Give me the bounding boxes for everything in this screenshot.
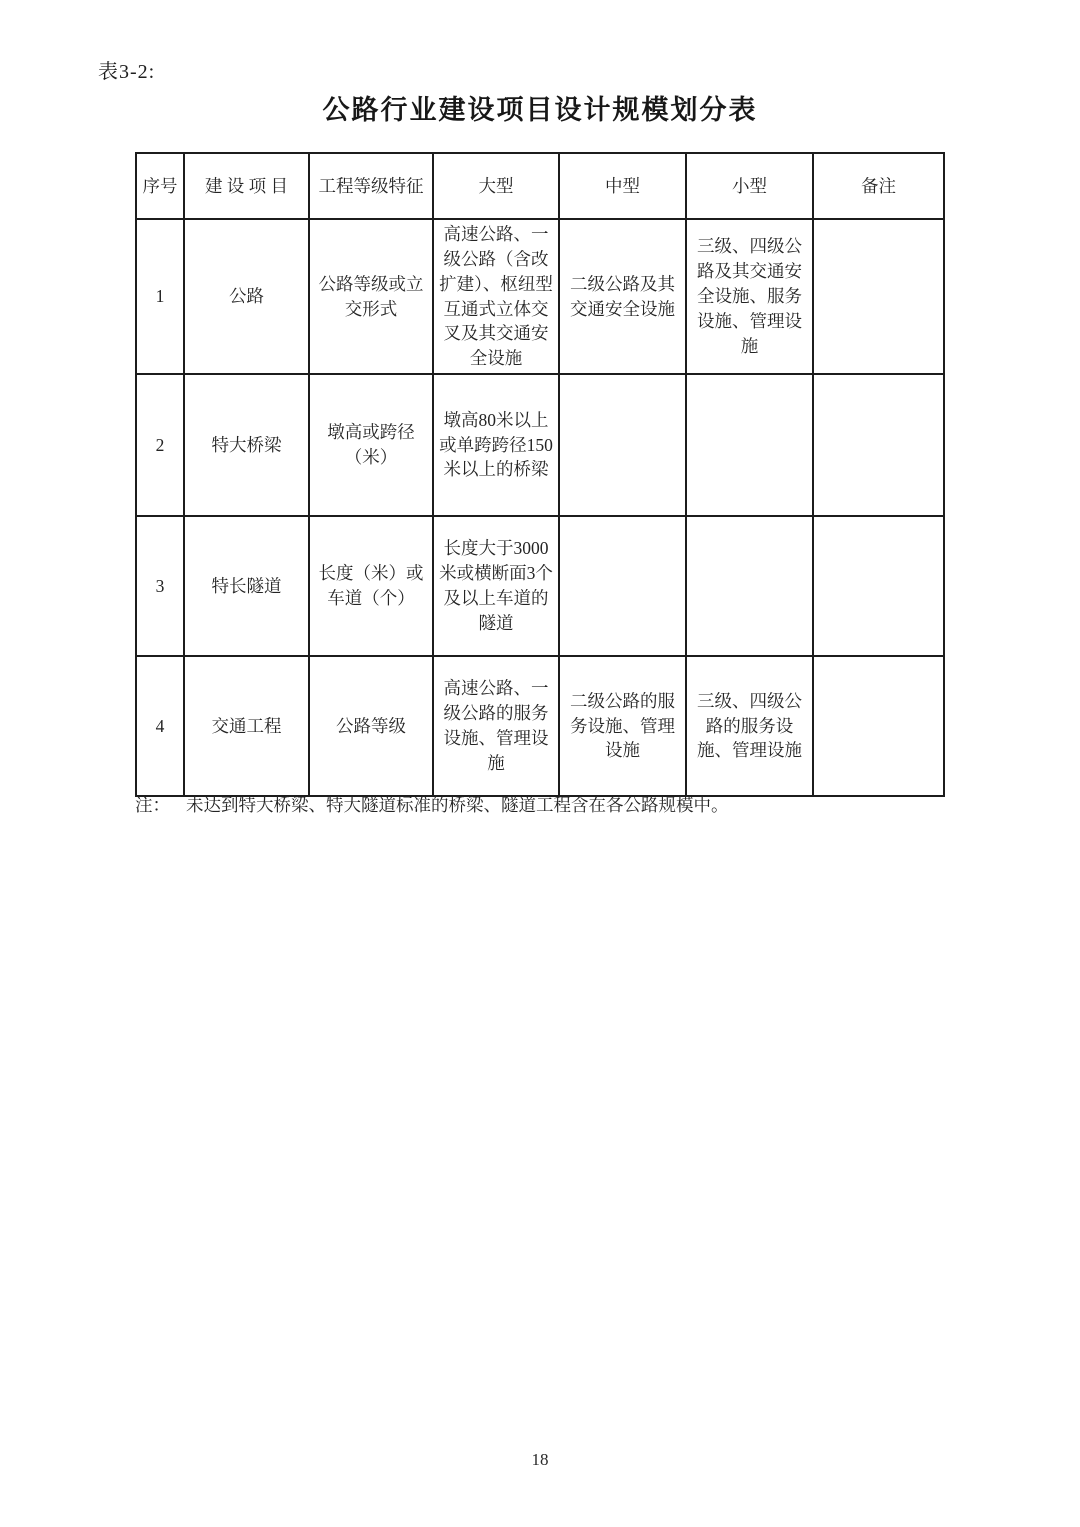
header-construction-project: 建 设 项 目 [184,153,309,219]
header-serial-number: 序号 [136,153,184,219]
table-header-row [136,153,944,219]
table-cell [813,516,944,656]
table-cell [559,374,686,516]
table-cell: 高速公路、一级公路的服务设施、管理设施 [433,656,559,796]
table-cell: 三级、四级公路的服务设施、管理设施 [686,656,813,796]
table-row [136,656,944,796]
header-small: 小型 [686,153,813,219]
table-cell: 高速公路、一级公路（含改扩建）、枢纽型互通式立体交叉及其交通安全设施 [433,219,559,374]
table-footnote [135,792,955,817]
table-cell: 长度（米）或车道（个） [309,516,433,656]
table-cell: 特长隧道 [184,516,309,656]
page-title: 公路行业建设项目设计规模划分表 [322,95,758,125]
table-number-label: 表3-2: [98,61,156,83]
table-cell [686,516,813,656]
header-large: 大型 [433,153,559,219]
table-cell: 1 [136,219,184,374]
table-cell: 交通工程 [184,656,309,796]
table-cell [813,219,944,374]
table-cell [686,374,813,516]
table-cell [813,374,944,516]
table-row [136,374,944,516]
design-scale-table [135,152,945,797]
table-cell: 公路等级或立交形式 [309,219,433,374]
footnote-label: 注： [135,795,170,815]
table-cell: 公路 [184,219,309,374]
table-cell [559,516,686,656]
table-cell: 二级公路及其交通安全设施 [559,219,686,374]
header-remarks: 备注 [813,153,944,219]
table-cell: 长度大于3000米或横断面3个及以上车道的隧道 [433,516,559,656]
table-cell: 墩高80米以上或单跨跨径150米以上的桥梁 [433,374,559,516]
table-row [136,516,944,656]
table-cell: 2 [136,374,184,516]
table-cell [813,656,944,796]
table-cell: 公路等级 [309,656,433,796]
table-cell: 特大桥梁 [184,374,309,516]
header-grade-feature: 工程等级特征 [309,153,433,219]
table-cell: 3 [136,516,184,656]
table-cell: 墩高或跨径（米） [309,374,433,516]
table-cell: 三级、四级公路及其交通安全设施、服务设施、管理设施 [686,219,813,374]
page-number: 18 [531,1450,549,1469]
table-cell: 4 [136,656,184,796]
header-medium: 中型 [559,153,686,219]
table-row [136,219,944,374]
table-cell: 二级公路的服务设施、管理设施 [559,656,686,796]
footnote-text: 未达到特大桥梁、特大隧道标准的桥梁、隧道工程含在各公路规模中。 [186,795,729,815]
